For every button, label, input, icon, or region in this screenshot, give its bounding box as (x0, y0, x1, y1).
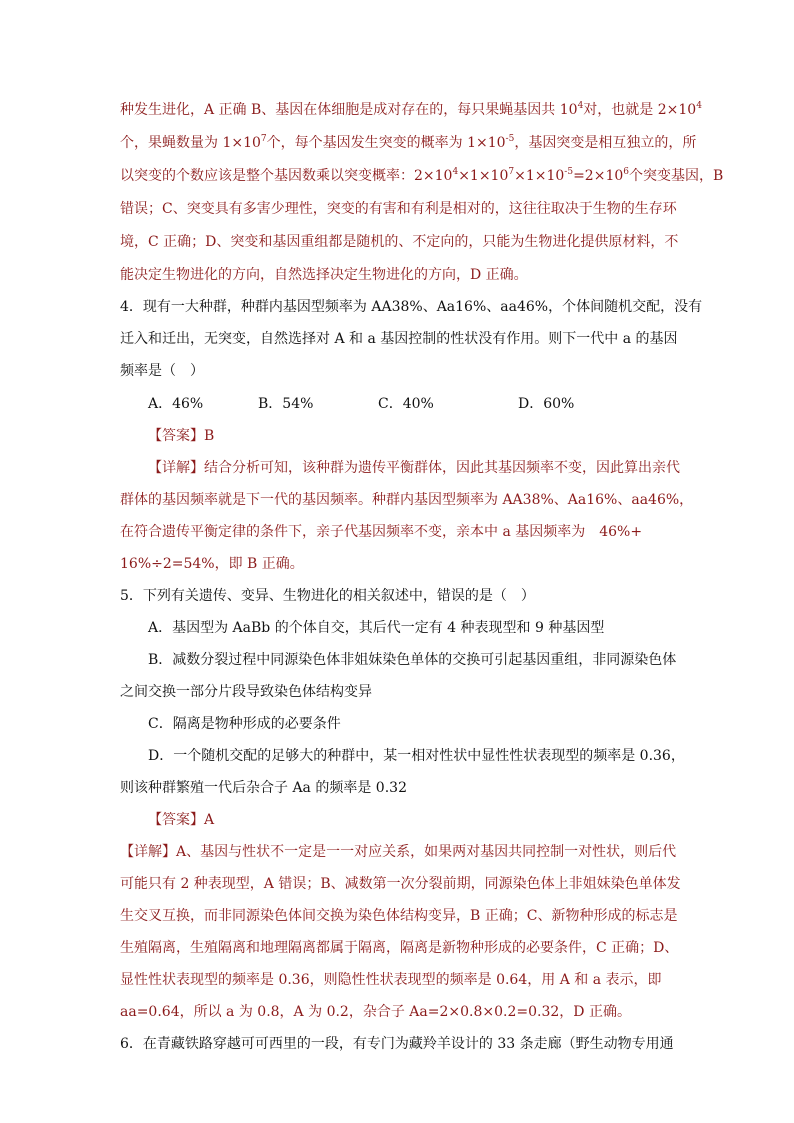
answer-label: 【答案】A (148, 812, 215, 828)
text: ×1×10 (514, 168, 565, 184)
explanation-line: 境，C 正确；D、突变和基因重组都是随机的、不定向的，只能为生物进化提供原材料，不 (120, 234, 679, 250)
option-c: C．隔离是物种形成的必要条件 (148, 716, 341, 732)
text: 个突变基因，B (629, 168, 724, 184)
text: 以突变的个数应该是整个基因数乘以突变概率：2×10 (120, 168, 453, 184)
explanation-line (120, 100, 702, 120)
text: 种发生进化，A 正确 B、基因在体细胞是成对存在的，每只果蝇基因共 10 (120, 102, 578, 118)
option-d-cont: 则该种群繁殖一代后杂合子 Aa 的频率是 0.32 (120, 780, 407, 796)
explanation-line: 【详解】A、基因与性状不一定是一一对应关系，如果两对基因共同控制一对性状，则后代 (120, 844, 677, 860)
question-4-stem: 频率是（ ） (120, 363, 204, 379)
superscript: -5 (505, 134, 515, 144)
superscript: 4 (577, 101, 584, 111)
superscript: 6 (623, 167, 629, 177)
superscript: 7 (260, 134, 267, 144)
text: 个，每个基因发生突变的概率为 1×10 (266, 135, 506, 151)
superscript: 4 (696, 101, 702, 111)
superscript: 4 (452, 167, 459, 177)
option-d: D．60% (518, 396, 575, 412)
explanation-line: 群体的基因频率就是下一代的基因频率。种群内基因型频率为 AA38%、Aa16%、aa46%， (120, 492, 694, 508)
explanation-line (120, 166, 723, 186)
question-4-options (148, 394, 608, 414)
question-4-stem: 迁入和迁出，无突变，自然选择对 A 和 a 基因控制的性状没有作用。则下一代中 a 的基因 (120, 331, 678, 347)
explanation-line (120, 133, 696, 153)
explanation-line: 在符合遗传平衡定律的条件下，亲子代基因频率不变，亲本中 a 基因频率为 46%+ (120, 524, 643, 540)
option-d: D．一个随机交配的足够大的种群中，某一相对性状中显性性状表现型的频率是 0.36， (148, 748, 685, 764)
text: ，基因突变是相互独立的，所 (514, 135, 697, 151)
question-5-stem: 5．下列有关遗传、变异、生物进化的相关叙述中，错误的是（ ） (120, 588, 535, 604)
question-6-stem: 6．在青藏铁路穿越可可西里的一段，有专门为藏羚羊设计的 33 条走廊（野生动物专用通 (120, 1036, 674, 1052)
text: 对，也就是 2×10 (583, 102, 697, 118)
text: =2×10 (573, 168, 624, 184)
explanation-line: 【详解】结合分析可知，该种群为遗传平衡群体，因此其基因频率不变，因此算出亲代 (148, 460, 680, 476)
text: 个，果蝇数量为 1×10 (120, 135, 261, 151)
explanation-line: 生交叉互换，而非同源染色体间交换为染色体结构变异，B 正确；C、新物种形成的标志是 (120, 908, 678, 924)
answer-label: 【答案】B (148, 428, 215, 444)
superscript: 7 (508, 167, 515, 177)
explanation-line: 生殖隔离，生殖隔离和地理隔离都属于隔离，隔离是新物种形成的必要条件，C 正确；D、 (120, 940, 679, 956)
explanation-line: 显性性状表现型的频率是 0.36，则隐性性状表现型的频率是 0.64，用 A 和 a 表示，即 (120, 972, 662, 988)
option-a: A．46% (148, 396, 204, 412)
superscript: -5 (564, 167, 574, 177)
option-a: A．基因型为 AaBb 的个体自交，其后代一定有 4 种表现型和 9 种基因型 (148, 620, 605, 636)
option-b: B．54% (258, 396, 314, 412)
option-c: C．40% (378, 396, 434, 412)
option-b: B．减数分裂过程中同源染色体非姐妹染色单体的交换可引起基因重组，非同源染色体 (148, 652, 677, 668)
explanation-line: 可能只有 2 种表现型，A 错误；B、减数第一次分裂前期，同源染色体上非姐妹染色单体发 (120, 876, 681, 892)
explanation-line: aa=0.64，所以 a 为 0.8，A 为 0.2，杂合子 Aa=2×0.8×0.2=0.32，D 正确。 (120, 1004, 631, 1020)
explanation-line: 16%÷2=54%，即 B 正确。 (120, 556, 304, 572)
explanation-line: 能决定生物进化的方向，自然选择决定生物进化的方向，D 正确。 (120, 267, 528, 283)
option-b-cont: 之间交换一部分片段导致染色体结构变异 (120, 684, 372, 700)
text: ×1×10 (458, 168, 509, 184)
explanation-line: 错误；C、突变具有多害少理性，突变的有害和有利是相对的，这往往取决于生物的生存环 (120, 201, 677, 217)
question-4-stem: 4．现有一大种群，种群内基因型频率为 AA38%、Aa16%、aa46%，个体间随机交配，没有 (120, 299, 703, 315)
